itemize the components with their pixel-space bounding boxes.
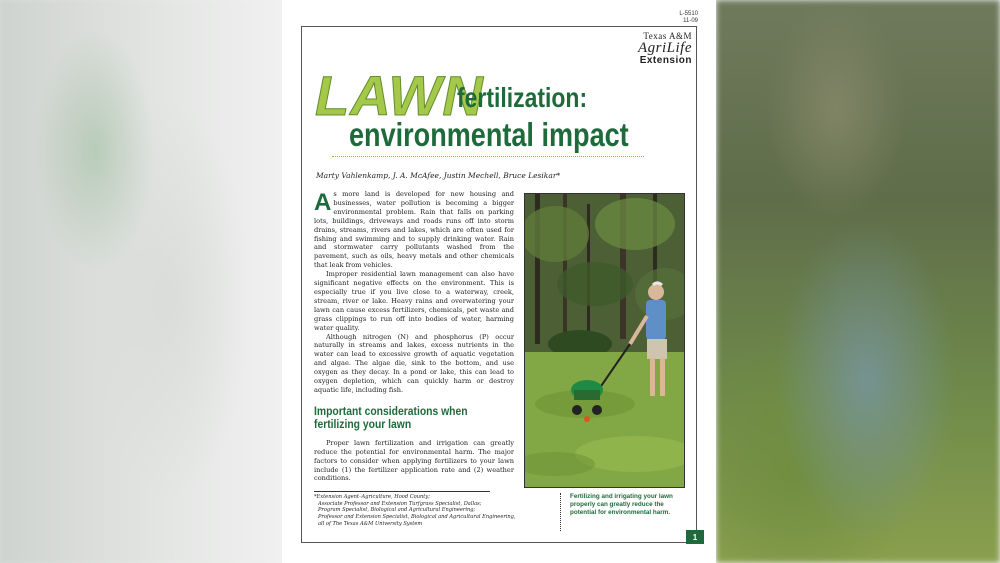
blurred-background-right	[716, 0, 1000, 563]
document-number	[679, 11, 698, 25]
agrilife-logo	[638, 32, 692, 66]
section-heading-line-1: Important considerations when	[314, 405, 468, 418]
footnote-divider	[314, 491, 490, 492]
title-environmental-impact: environmental impact	[349, 116, 629, 153]
document-code: L-5510	[679, 11, 698, 17]
paragraph-3: Although nitrogen (N) and phosphorus (P) occur naturally in streams and lakes, excess nutrients in the water can lead to excessive growth of aquatic vegetation and algae. The algae die, sink to the bottom, and use oxygen as they decay. In a pond or lake, this can lead to oxygen depletion, which can quickly harm or destroy aquatic life, including fish.	[314, 332, 514, 394]
footnote-line-1: *Extension Agent–Agriculture, Hood County;	[314, 494, 430, 500]
footnote-line-4: Professor and Extension Specialist, Biological and Agricultural Engineering,	[318, 514, 516, 521]
photo-caption: Fertilizing and irrigating your lawn properly can greatly reduce the potential for environmental harm.	[570, 493, 673, 516]
document-page	[282, 0, 716, 563]
drop-cap: A	[314, 189, 332, 216]
blurred-background-left	[0, 0, 282, 563]
paragraph-1-text: s more land is developed for new housing and businesses, water pollution is becoming a bigger environmental problem. Rain that falls on parking lots, buildings, driveways and roads runs off into storm drains, streams, rivers and lakes, which are often used for fishing and swimming and to supply drinking water. Rain and stormwater carry pollutants washed from the pavement, such as oils, heavy metals and other chemicals that leak from vehicles.	[314, 190, 514, 270]
body-text	[314, 190, 514, 483]
caption-divider	[560, 493, 561, 531]
lawn-fertilizing-photo	[524, 193, 685, 488]
paragraph-4: Proper lawn fertilization and irrigation can greatly reduce the potential for environmental harm. The major factors to consider when applying fertilizers to your lawn include (1) the fertilizer application rate and (2) weather conditions.	[314, 438, 514, 483]
footnote-line-2: Associate Professor and Extension Turfgrass Specialist, Dallas;	[318, 500, 482, 507]
paragraph-1	[314, 190, 514, 270]
footnote-line-3: Program Specialist, Biological and Agricultural Engineering;	[318, 507, 476, 514]
authors-line: Marty Vahlenkamp, J. A. McAfee, Justin Mechell, Bruce Lesikar*	[316, 171, 561, 180]
title-fertilization: fertilization:	[457, 82, 588, 113]
footnote-line-5: all of The Texas A&M University System	[318, 520, 423, 527]
page-number: 1	[686, 530, 704, 544]
photo-illustration	[525, 194, 685, 488]
logo-line-1: Texas A&M	[643, 31, 692, 41]
title-divider	[332, 156, 644, 157]
section-heading	[314, 406, 494, 433]
logo-line-2: AgriLife	[637, 40, 692, 56]
paragraph-2: Improper residential lawn management can also have significant negative effects on the environment. This is especially true if you live close to a waterway, creek, stream, river or lake. Heavy rains and overwatering your lawn can cause excess fertilizers, chemicals, pet waste and grass clippings to run off into bodies of water, harming water quality.	[314, 270, 514, 332]
title-lawn: LAWN	[315, 64, 484, 127]
section-heading-line-2: fertilizing your lawn	[314, 419, 412, 432]
footnote	[314, 494, 524, 528]
logo-line-3: Extension	[639, 55, 692, 66]
document-date: 11-09	[683, 18, 698, 24]
